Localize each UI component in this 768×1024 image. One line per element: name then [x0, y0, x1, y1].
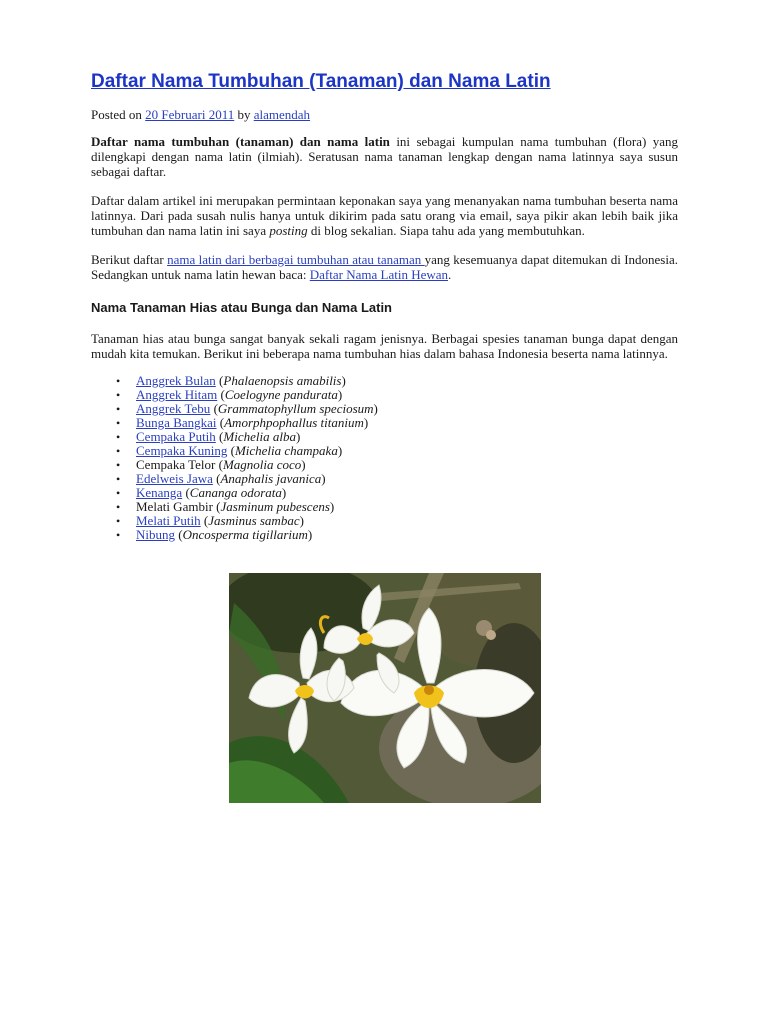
- list-intro-text-2: yang kesemuanya dapat ditemukan di Indonesia. Sedangkan untuk nama latin hewan baca:: [91, 252, 678, 282]
- intro-text: ini sebagai kumpulan nama tumbuhan (flora) yang dilengkapi dengan nama latin (ilmiah). Seratusan nama tanaman lengkap dengan nama latinnya saya susun sebagai daftar.: [91, 134, 679, 179]
- plant-name[interactable]: Cempaka Putih: [136, 429, 216, 444]
- plant-name[interactable]: Cempaka Kuning: [136, 443, 228, 458]
- plant-list-item: • Cempaka Putih (Michelia alba): [136, 430, 678, 444]
- post-date-link[interactable]: 20 Februari 2011: [145, 107, 235, 122]
- list-intro-paragraph: [91, 252, 678, 282]
- plant-list-item: • Anggrek Hitam (Coelogyne pandurata): [136, 388, 678, 402]
- plant-list-item: • Cempaka Kuning (Michelia champaka): [136, 444, 678, 458]
- author-link[interactable]: alamendah: [253, 107, 311, 122]
- post-meta: [91, 107, 678, 122]
- list-intro-end: .: [448, 267, 452, 282]
- plant-latin-name: Jasminum pubescens: [220, 499, 330, 514]
- intro-bold: Daftar nama tumbuhan (tanaman) dan nama latin: [91, 134, 390, 149]
- plant-latin-name: Oncosperma tigillarium: [182, 527, 308, 542]
- plant-latin-name: Cananga odorata: [189, 485, 282, 500]
- plant-name[interactable]: Anggrek Tebu: [136, 401, 211, 416]
- plant-latin-name: Magnolia coco: [222, 457, 302, 472]
- plant-name[interactable]: Melati Putih: [136, 513, 201, 528]
- request-paragraph: [91, 193, 678, 238]
- plant-list-item: • Nibung (Oncosperma tigillarium): [136, 528, 678, 542]
- plant-list-item: • Melati Putih (Jasminus sambac): [136, 514, 678, 528]
- request-text-2: di blog sekalian. Siapa tahu ada yang membutuhkan.: [307, 223, 585, 238]
- plant-list-item: • Anggrek Tebu (Grammatophyllum speciosum): [136, 402, 678, 416]
- plant-latin-name: Coelogyne pandurata: [224, 387, 338, 402]
- plant-name[interactable]: Kenanga: [136, 485, 183, 500]
- plant-list-item: • Melati Gambir (Jasminum pubescens): [136, 500, 678, 514]
- request-text-1: Daftar dalam artikel ini merupakan permintaan keponakan saya yang menanyakan nama tumbuhan beserta nama latinnya. Dari pada susah nulis hanya untuk dikirim pada satu orang via email, saya pikir akan lebih baik jika tumbuhan dan nama latin ini saya: [91, 193, 678, 238]
- plant-list-item: • Cempaka Telor (Magnolia coco): [136, 458, 678, 472]
- intro-paragraph: [91, 134, 678, 179]
- section-heading: Nama Tanaman Hias atau Bunga dan Nama Latin: [91, 300, 392, 315]
- plant-list-item: • Edelweis Jawa (Anaphalis javanica): [136, 472, 678, 486]
- plant-list-item: • Bunga Bangkai (Amorphpophallus titanium): [136, 416, 678, 430]
- request-italic: posting: [269, 223, 308, 238]
- plant-name: Melati Gambir: [136, 499, 213, 514]
- plant-latin-name: Michelia champaka: [234, 443, 338, 458]
- plant-latin-name: Anaphalis javanica: [220, 471, 322, 486]
- plant-name[interactable]: Nibung: [136, 527, 175, 542]
- animal-latin-names-link[interactable]: Daftar Nama Latin Hewan: [309, 267, 449, 282]
- plant-list-item: • Anggrek Bulan (Phalaenopsis amabilis): [136, 374, 678, 388]
- posted-on-label: Posted on: [91, 107, 142, 122]
- by-label: by: [237, 107, 251, 122]
- list-intro-text-1: Berikut daftar: [91, 252, 168, 267]
- plant-latin-name: Phalaenopsis amabilis: [223, 373, 342, 388]
- plant-name[interactable]: Anggrek Hitam: [136, 387, 218, 402]
- section-intro-paragraph: Tanaman hias atau bunga sangat banyak sekali ragam jenisnya. Berbagai spesies tanaman bunga dapat dengan mudah kita temukan. Berikut ini beberapa nama tumbuhan hias dalam bahasa Indonesia beserta nama latinnya.: [91, 331, 678, 361]
- white-orchid-photo: [229, 573, 541, 803]
- plant-name[interactable]: Edelweis Jawa: [136, 471, 213, 486]
- plant-name[interactable]: Bunga Bangkai: [136, 415, 217, 430]
- plant-name[interactable]: Anggrek Bulan: [136, 373, 216, 388]
- plant-latin-name: Amorphpophallus titanium: [224, 415, 364, 430]
- plant-latin-name: Grammatophyllum speciosum: [217, 401, 374, 416]
- plant-name: Cempaka Telor: [136, 457, 216, 472]
- article: [91, 70, 678, 542]
- page-title[interactable]: Daftar Nama Tumbuhan (Tanaman) dan Nama Latin: [91, 71, 551, 92]
- white-orchid-photo-icon: [229, 573, 541, 803]
- plant-latin-name: Jasminus sambac: [208, 513, 300, 528]
- latin-names-link[interactable]: nama latin dari berbagai tumbuhan atau tanaman: [167, 252, 425, 267]
- plant-latin-name: Michelia alba: [223, 429, 296, 444]
- plant-list: [91, 374, 678, 542]
- plant-list-item: • Kenanga (Cananga odorata): [136, 486, 678, 500]
